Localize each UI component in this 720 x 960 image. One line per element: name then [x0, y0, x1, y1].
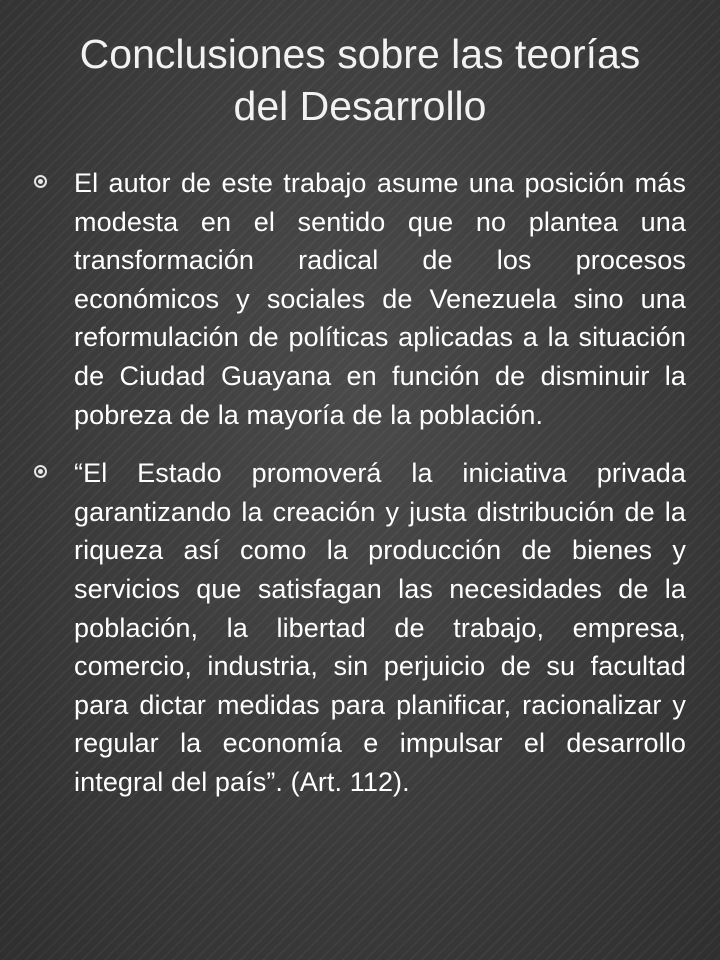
slide-title-line-2: del Desarrollo — [233, 83, 487, 129]
circle-bullet-icon — [34, 175, 47, 188]
circle-bullet-icon — [34, 465, 47, 478]
bullet-item-2 — [34, 454, 686, 801]
slide-title — [0, 28, 720, 132]
bullet-list — [34, 164, 686, 822]
bullet-item-1 — [34, 164, 686, 434]
slide-title-line-1: Conclusiones sobre las teorías — [79, 31, 641, 77]
bullet-text-1: El autor de este trabajo asume una posición más modesta en el sentido que no plantea una transformación radical de los procesos económicos y sociales de Venezuela sino una reformulación de políticas aplicadas a la situación de Ciudad Guayana en función de disminuir la pobreza de la mayoría de la población. — [74, 168, 686, 430]
bullet-text-2: “El Estado promoverá la iniciativa privada garantizando la creación y justa distribución de la riqueza así como la producción de bienes y servicios que satisfagan las necesidades de la población, la libertad de trabajo, empresa, comercio, industria, sin perjuicio de su facultad para dictar medidas para planificar, racionalizar y regular la economía e impulsar el desarrollo integral del país”. (Art. 112). — [74, 458, 686, 797]
